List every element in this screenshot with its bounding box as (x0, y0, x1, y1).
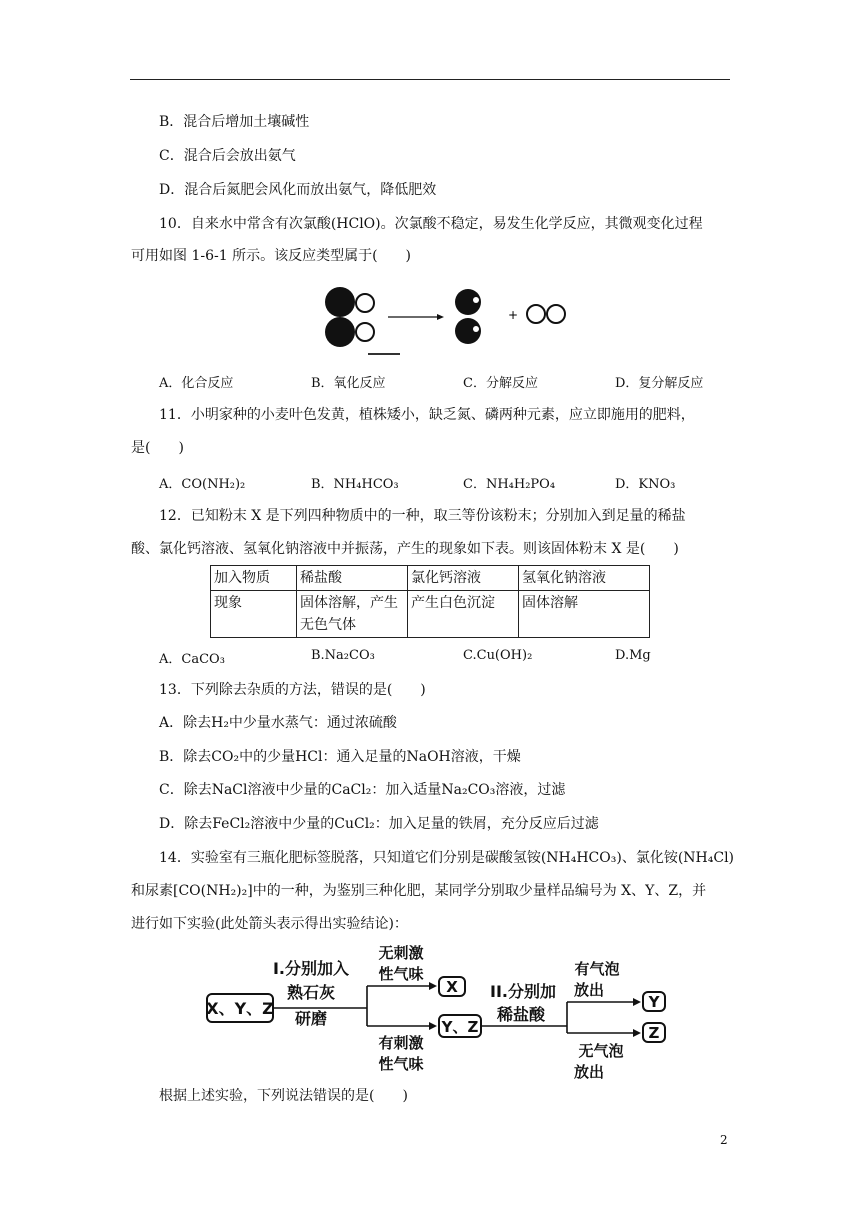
table-header-row (211, 566, 650, 591)
q12-phenomena-table (210, 565, 650, 638)
q12-stem-line1: 12．已知粉末 X 是下列四种物质中的一种，取三等份该粉末；分别加入到足量的稀盐 (159, 508, 686, 524)
page-number: 2 (720, 1133, 728, 1147)
table-header-cell: 加入物质 (211, 566, 297, 591)
product-molecule-bottom (455, 318, 481, 344)
q13-option-c: C．除去NaCl溶液中少量的CaCl₂：加入适量Na₂CO₃溶液，过滤 (159, 782, 566, 798)
table-header-cell: 稀盐酸 (297, 566, 408, 591)
table-cell: 产生白色沉淀 (408, 591, 519, 638)
smell-line2: 性气味 (378, 1055, 424, 1073)
table-cell: 固体溶解 (519, 591, 650, 638)
q10-option-c: C．分解反应 (463, 376, 538, 391)
q11-stem-line1: 11．小明家种的小麦叶色发黄，植株矮小，缺乏氮、磷两种元素，应立即施用的肥料， (159, 407, 695, 423)
z-box-label: Z (648, 1024, 660, 1042)
reactant-molecule-top (325, 287, 374, 317)
q10-option-b: B．氧化反应 (311, 376, 386, 391)
reaction-arrow (388, 314, 444, 320)
q14-stem-line2: 和尿素[CO(NH₂)₂]中的一种，为鉴别三种化肥，某同学分别取少量样品编号为 X、Y、Z，并 (131, 883, 707, 899)
q14-flow-diagram (205, 944, 675, 1079)
no-bubbles-line2: 放出 (573, 1063, 605, 1079)
step1-line3: 研磨 (294, 1009, 328, 1028)
bubbles-line2: 放出 (573, 981, 605, 999)
header-rule (130, 79, 730, 80)
table-header-cell: 氯化钙溶液 (408, 566, 519, 591)
q10-stem-line1: 10．自来水中常含有次氯酸(HClO)。次氯酸不稳定，易发生化学反应，其微观变化过程 (159, 216, 703, 232)
table-row (211, 591, 650, 638)
q12-stem-line2: 酸、氯化钙溶液、氢氧化钠溶液中并振荡，产生的现象如下表。则该固体粉末 X 是( ) (131, 541, 679, 557)
product-molecule-o2 (527, 305, 565, 323)
x-box-label: X (446, 978, 458, 996)
step1-line2: 熟石灰 (286, 983, 336, 1002)
q11-option-b: B．NH₄HCO₃ (311, 477, 399, 492)
q12-option-a: A．CaCO₃ (159, 652, 225, 667)
q9-option-d: D．混合后氮肥会风化而放出氨气，降低肥效 (159, 182, 437, 198)
q10-option-d: D．复分解反应 (615, 376, 704, 391)
q14-stem-line3: 进行如下实验(此处箭头表示得出实验结论)： (131, 916, 408, 932)
smell-line1: 有刺激 (378, 1034, 424, 1052)
table-header-cell: 氢氧化钠溶液 (519, 566, 650, 591)
product-molecule-top (455, 289, 481, 315)
plus-sign: + (508, 308, 519, 322)
q9-option-b: B．混合后增加土壤碱性 (159, 114, 310, 130)
q11-stem-line2: 是( ) (131, 440, 184, 456)
q12-option-d: D.Mg (615, 648, 651, 663)
q9-option-c: C．混合后会放出氨气 (159, 148, 296, 164)
yz-box-label: Y、Z (441, 1018, 479, 1036)
no-smell-line2: 性气味 (378, 965, 424, 983)
q10-reaction-diagram (320, 282, 580, 358)
step2-line2: 稀盐酸 (496, 1005, 546, 1024)
q10-option-a: A．化合反应 (159, 376, 234, 391)
start-box-label: X、Y、Z (206, 999, 274, 1018)
table-cell: 固体溶解，产生无色气体 (297, 591, 408, 638)
q13-option-a: A．除去H₂中少量水蒸气：通过浓硫酸 (159, 715, 397, 731)
no-smell-line1: 无刺激 (378, 944, 424, 962)
q13-option-b: B．除去CO₂中的少量HCl：通入足量的NaOH溶液，干燥 (159, 749, 521, 765)
q13-option-d: D．除去FeCl₂溶液中少量的CuCl₂：加入足量的铁屑，充分反应后过滤 (159, 816, 599, 832)
table-row-label: 现象 (211, 591, 297, 638)
q14-question: 根据上述实验，下列说法错误的是( ) (159, 1088, 408, 1104)
q13-stem: 13．下列除去杂质的方法，错误的是( ) (159, 682, 426, 698)
q12-option-b: B.Na₂CO₃ (311, 648, 375, 663)
q11-option-d: D．KNO₃ (615, 477, 676, 492)
no-bubbles-line1: 无气泡 (578, 1042, 624, 1060)
q11-option-c: C．NH₄H₂PO₄ (463, 477, 556, 492)
y-box-label: Y (648, 993, 660, 1011)
q11-option-a: A．CO(NH₂)₂ (159, 477, 246, 492)
step1-line1: I.分别加入 (272, 959, 350, 978)
bubbles-line1: 有气泡 (574, 960, 620, 978)
step2-line1: II.分别加 (490, 982, 556, 1001)
q14-stem-line1: 14．实验室有三瓶化肥标签脱落，只知道它们分别是碳酸氢铵(NH₄HCO₃)、氯化铵(NH₄Cl) (159, 850, 735, 866)
reactant-molecule-bottom (325, 317, 374, 347)
q12-option-c: C.Cu(OH)₂ (463, 648, 533, 663)
q10-stem-line2: 可用如图 1-6-1 所示。该反应类型属于( ) (131, 248, 412, 264)
